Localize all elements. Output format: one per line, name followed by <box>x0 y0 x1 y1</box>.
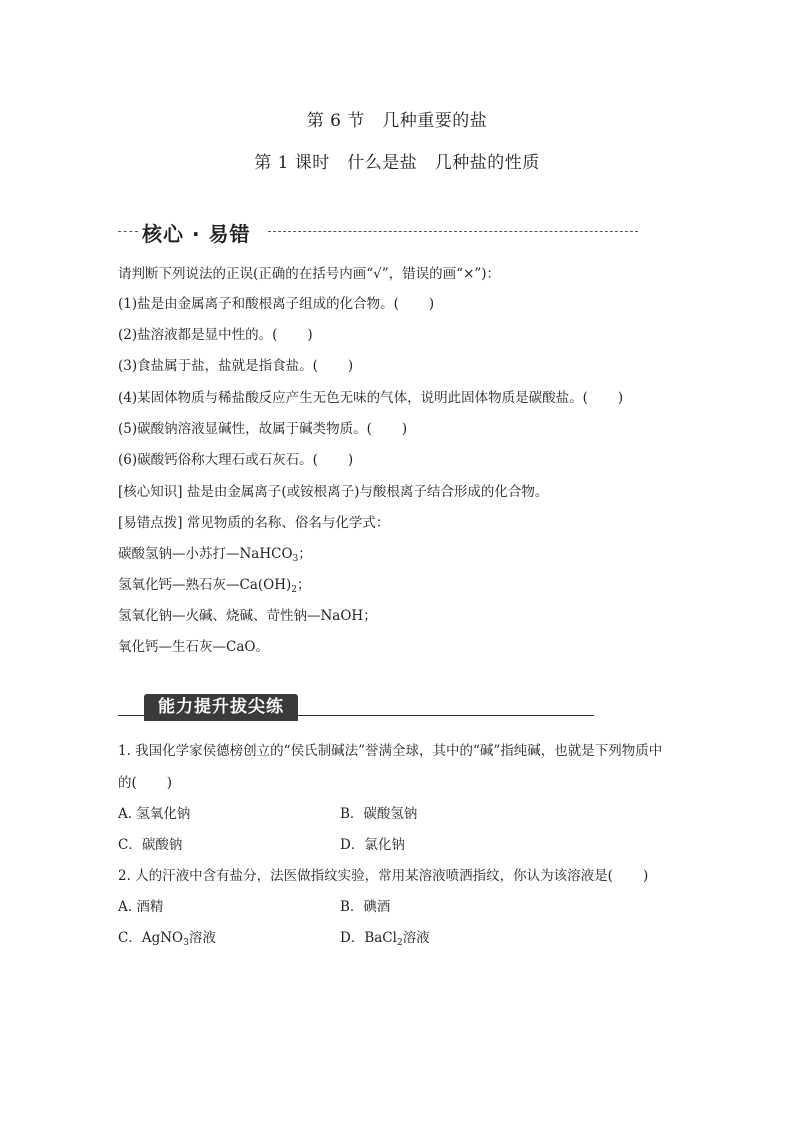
practice-section-header <box>118 694 594 724</box>
judgment-item-text: (5)碳酸钠溶液显碱性，故属于碱类物质。( <box>118 421 372 437</box>
judgment-item <box>118 417 407 437</box>
judgment-item-text: (3)食盐属于盐，盐就是指食盐。( <box>118 358 318 374</box>
judgment-item-text: (1)盐是由金属离子和酸根离子组成的化合物。( <box>118 296 399 312</box>
question-1-stem: 1. 我国化学家侯德榜创立的“侯氏制碱法”誉满全球，其中的“碱”指纯碱，也就是下列物质中 <box>118 743 663 759</box>
dashed-rule-left <box>118 231 138 232</box>
close-paren: ) <box>347 452 354 468</box>
close-paren: ) <box>401 421 408 437</box>
judgment-item <box>118 386 623 406</box>
subscript: 3 <box>183 938 189 948</box>
question-2-stem <box>118 864 648 884</box>
judgment-item <box>118 323 313 343</box>
option-a[interactable]: A. 氢氧化钠 <box>118 806 191 822</box>
tips-heading: [易错点拨] 常见物质的名称、俗名与化学式： <box>118 515 390 531</box>
subscript: 2 <box>396 938 403 948</box>
close-paren: ) <box>307 327 313 343</box>
option-c[interactable] <box>118 926 216 948</box>
tip-line <box>118 573 311 595</box>
tip-text: 氢氧化钙—熟石灰—Ca(OH) <box>118 577 292 593</box>
section-title: 第 6 节 几种重要的盐 <box>306 111 488 131</box>
core-section-header <box>118 218 638 246</box>
question-1-stem-cont <box>118 771 172 791</box>
core-knowledge: [核心知识] 盐是由金属离子(或铵根离子)与酸根离子结合形成的化合物。 <box>118 484 549 500</box>
close-paren: ) <box>617 390 624 406</box>
judgment-item-text: (4)某固体物质与稀盐酸反应产生无色无味的气体，说明此固体物质是碳酸盐。( <box>118 390 588 406</box>
tip-end: ； <box>298 546 312 562</box>
judgment-item <box>118 292 434 312</box>
subscript: 3 <box>292 554 299 564</box>
close-paren: ) <box>166 775 173 791</box>
practice-section-heading: 能力提升拔尖练 <box>144 694 298 721</box>
stem-text: 的( <box>118 775 137 791</box>
stem-text: 2. 人的汗液中含有盐分，法医做指纹实验，常用某溶液喷洒指纹，你认为该溶液是( <box>118 868 613 884</box>
tip-line: 氢氧化钠—火碱、烧碱、苛性钠—NaOH； <box>118 608 377 624</box>
option-b[interactable]: B．碘酒 <box>340 899 391 915</box>
close-paren: ) <box>642 868 649 884</box>
option-text: 溶液 <box>188 930 216 946</box>
option-a[interactable]: A. 酒精 <box>118 899 164 915</box>
judgment-item-text: (6)碳酸钙俗称大理石或石灰石。( <box>118 452 318 468</box>
tip-line <box>118 542 312 564</box>
option-text: D．BaCl <box>340 930 397 946</box>
option-text: 溶液 <box>402 930 430 946</box>
instruction-text: 请判断下列说法的正误(正确的在括号内画“√”，错误的画“×”)： <box>118 266 501 282</box>
option-text: C．AgNO <box>118 930 184 946</box>
tip-end: ； <box>297 577 311 593</box>
core-section-heading: 核心 · 易错 <box>142 222 251 246</box>
judgment-item <box>118 448 353 468</box>
close-paren: ) <box>347 358 354 374</box>
subscript: 2 <box>291 585 297 595</box>
close-paren: ) <box>428 296 435 312</box>
dashed-rule-right <box>268 231 638 232</box>
option-d[interactable]: D．氯化钠 <box>340 837 405 853</box>
lesson-title: 第 1 课时 什么是盐 几种盐的性质 <box>254 153 540 173</box>
tip-line: 氧化钙—生石灰—CaO。 <box>118 639 269 655</box>
judgment-item-text: (2)盐溶液都是显中性的。( <box>118 327 278 343</box>
option-d[interactable] <box>340 926 430 948</box>
tip-text: 碳酸氢钠—小苏打—NaHCO <box>118 546 293 562</box>
judgment-item <box>118 354 353 374</box>
option-b[interactable]: B．碳酸氢钠 <box>340 806 418 822</box>
option-c[interactable]: C．碳酸钠 <box>118 837 183 853</box>
